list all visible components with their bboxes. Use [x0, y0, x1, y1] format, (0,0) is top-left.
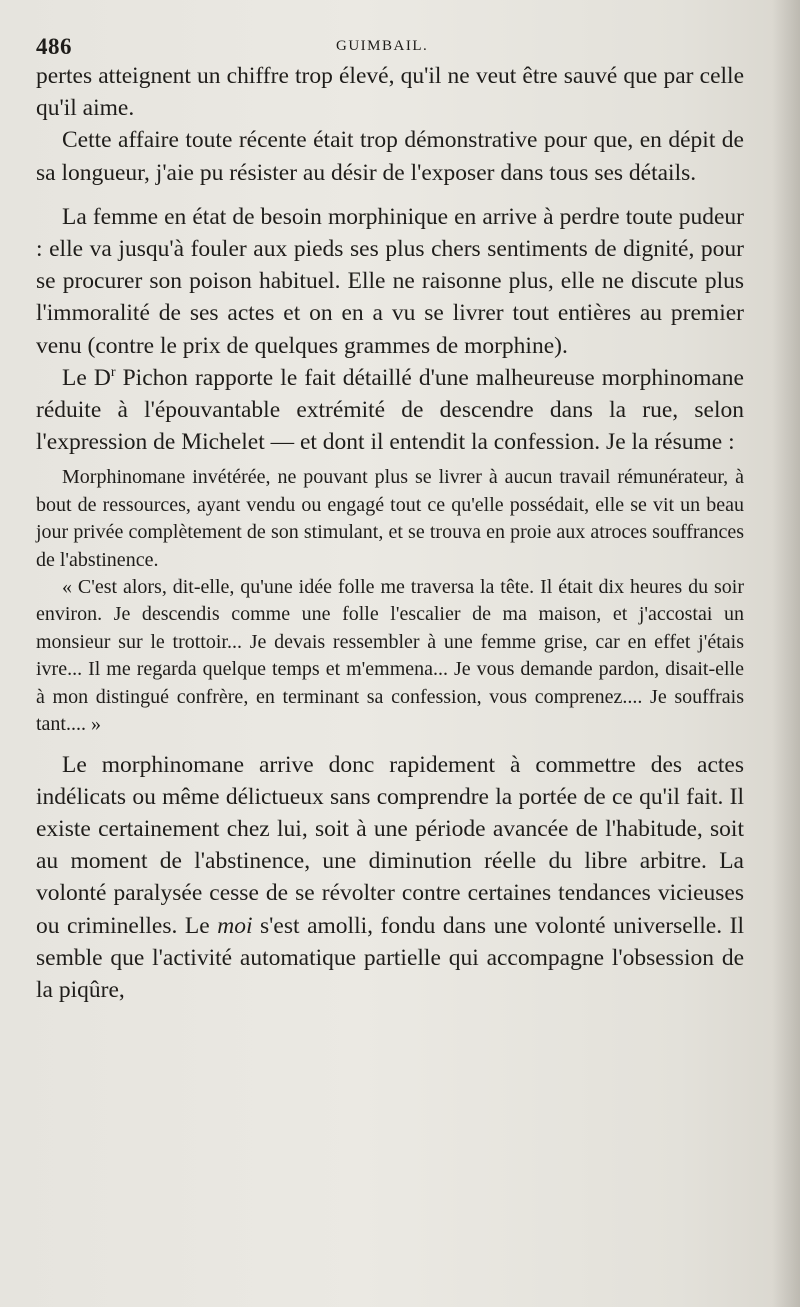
paragraph-continuation: pertes atteignent un chiffre trop élevé, qu'il ne veut être sauvé que par celle qu'il aime.	[36, 63, 744, 122]
running-head	[36, 28, 744, 60]
free-will-text-before: Le morphinomane arrive donc rapidement à commettre des actes indélicats ou même délictueux sans comprendre la portée de ce qu'il fait. Il existe certainement chez lui, soit à une période avancée de l'habitude, soit au moment de l'abstinence, une diminution réelle du libre arbitre. La volonté paralysée cesse de se révolter contre certaines tendances vicieuses ou criminelles. Le	[36, 751, 744, 939]
case-summary-quote	[36, 464, 744, 738]
running-title: GUIMBAIL.	[336, 38, 429, 54]
paragraph-free-will	[36, 749, 744, 1007]
free-will-text-after: s'est amolli, fondu dans une volonté universelle. Il semble que l'activité automatique partielle qui accompagne l'obsession de la piqûre,	[36, 912, 744, 1003]
pichon-text-before: Le D	[62, 364, 111, 391]
page-number: 486	[36, 34, 72, 59]
paragraph-morphine-woman: La femme en état de besoin morphinique en arrive à perdre toute pudeur : elle va jusqu'à fouler aux pieds ses plus chers sentiments de dignité, pour se procurer son poison habituel. Elle ne raisonne plus, elle ne discute plus l'immoralité de ses actes et on en a vu se livrer tout entières au premier venu (contre le prix de quelques grammes de morphine).	[36, 203, 744, 359]
paragraph-pichon	[36, 362, 744, 459]
pichon-text-after: Pichon rapporte le fait détaillé d'une malheureuse morphinomane réduite à l'épouvantable extrémité de descendre dans la rue, selon l'expression de Michelet — et dont il entendit la confession. Je la résume :	[36, 364, 744, 456]
quote-paragraph-confession: « C'est alors, dit-elle, qu'une idée folle me traversa la tête. Il était dix heures du soir environ. Je descendis comme une folle l'escalier de ma maison, et j'accostai un monsieur sur le trottoir... Je devais ressembler à une femme grise, car en effet j'étais ivre... Il me regarda quelque temps et m'emmena... Je vous demande pardon, disait-elle à mon distingué confrère, en terminant sa confession, vous comprenez.... Je souffrais tant.... »	[36, 576, 744, 736]
paragraph-case-remark: Cette affaire toute récente était trop démonstrative pour que, en dépit de sa longueur, j'aie pu résister au désir de l'exposer dans tous ses détails.	[36, 127, 744, 186]
quote-paragraph-summary: Morphinomane invétérée, ne pouvant plus se livrer à aucun travail rémunérateur, à bout de ressources, ayant vendu ou engagé tout ce qu'elle possédait, elle se vit un beau jour privée complètement de son stimulant, et se trouva en proie aux atroces souffrances de l'abstinence.	[36, 466, 744, 571]
doctor-superscript: r	[110, 364, 116, 380]
moi-italic: moi	[217, 912, 253, 939]
